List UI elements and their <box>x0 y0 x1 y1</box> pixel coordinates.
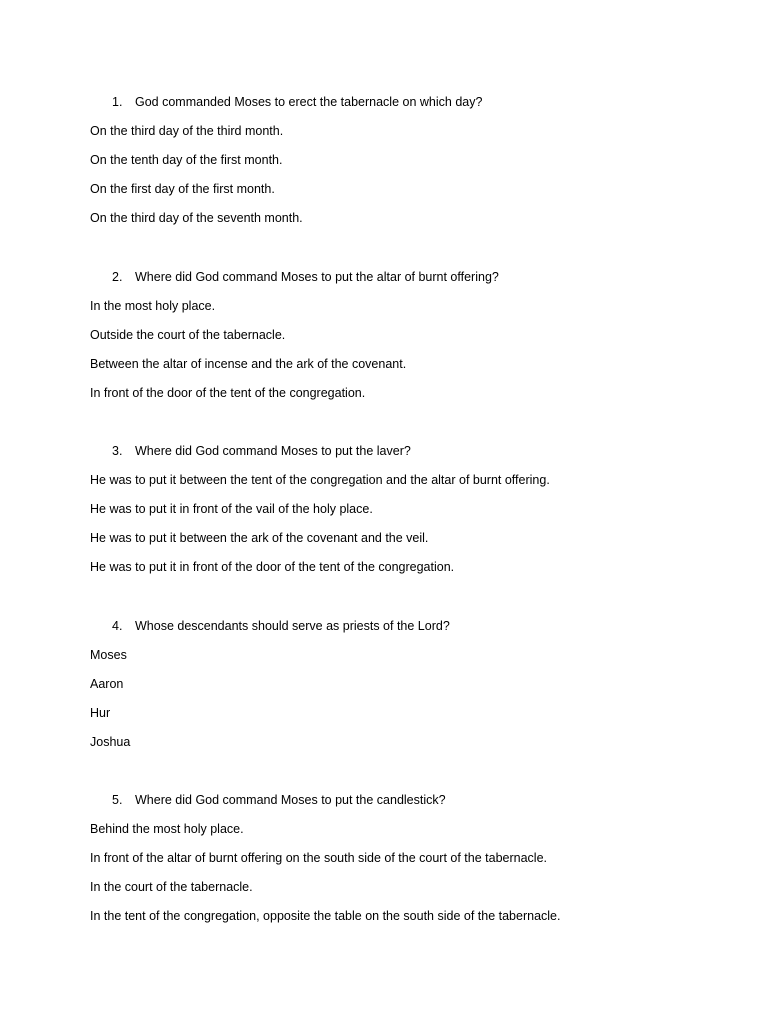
question-3 <box>112 443 710 459</box>
question-number: 1. <box>112 95 123 109</box>
question-number: 3. <box>112 444 123 458</box>
question-text: God commanded Moses to erect the tabernacle on which day? <box>135 95 483 109</box>
answer-option: Joshua <box>90 735 131 749</box>
question-block-5 <box>90 792 710 924</box>
answer-option: He was to put it in front of the vail of the holy place. <box>90 502 373 516</box>
question-5 <box>112 792 710 808</box>
answer-option: He was to put it in front of the door of the tent of the congregation. <box>90 560 455 574</box>
question-number: 2. <box>112 270 123 284</box>
answer-option: In the tent of the congregation, opposite the table on the south side of the tabernacle. <box>90 909 561 923</box>
answer-option: Moses <box>90 648 127 662</box>
answer-option: He was to put it between the ark of the covenant and the veil. <box>90 531 429 545</box>
question-block-4 <box>90 618 710 750</box>
answer-option: On the tenth day of the first month. <box>90 153 283 167</box>
question-text: Whose descendants should serve as priests of the Lord? <box>135 619 450 633</box>
answer-option: In the court of the tabernacle. <box>90 880 253 894</box>
question-text: Where did God command Moses to put the altar of burnt offering? <box>135 270 499 284</box>
question-2 <box>112 269 710 285</box>
answer-option: In front of the door of the tent of the congregation. <box>90 386 366 400</box>
question-block-3 <box>90 443 710 575</box>
question-number: 4. <box>112 619 123 633</box>
answer-option: In front of the altar of burnt offering on the south side of the court of the tabernacle. <box>90 851 548 865</box>
answer-option: He was to put it between the tent of the congregation and the altar of burnt offering. <box>90 473 550 487</box>
question-number: 5. <box>112 793 123 807</box>
answer-option: Hur <box>90 706 111 720</box>
answer-option: On the third day of the third month. <box>90 124 284 138</box>
answer-option: In the most holy place. <box>90 299 216 313</box>
question-text: Where did God command Moses to put the candlestick? <box>135 793 446 807</box>
question-text: Where did God command Moses to put the laver? <box>135 444 411 458</box>
answer-option: Behind the most holy place. <box>90 822 244 836</box>
answer-option: On the third day of the seventh month. <box>90 211 303 225</box>
question-4 <box>112 618 710 634</box>
question-block-2 <box>90 269 710 401</box>
answer-option: On the first day of the first month. <box>90 182 275 196</box>
answer-option: Outside the court of the tabernacle. <box>90 328 286 342</box>
answer-option: Between the altar of incense and the ark of the covenant. <box>90 357 407 371</box>
question-block-1 <box>90 94 710 226</box>
answer-option: Aaron <box>90 677 124 691</box>
question-1 <box>112 94 710 110</box>
